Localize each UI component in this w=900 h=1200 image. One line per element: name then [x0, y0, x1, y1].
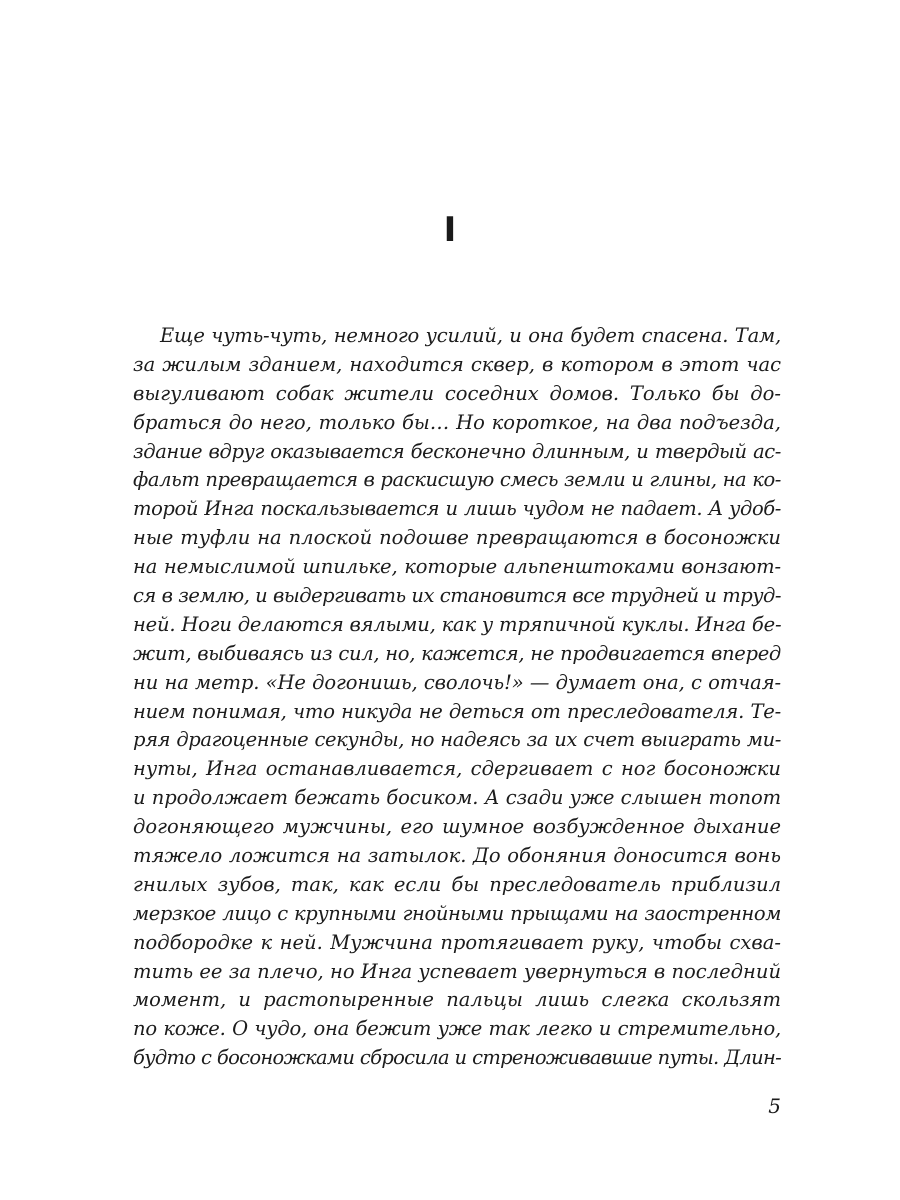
text-line: ней. Ноги делаются вялыми, как у тряпичной куклы. Инга бе- — [133, 612, 782, 636]
text-line: Еще чуть-чуть, немного усилий, и она будет спасена. Там, — [160, 324, 781, 347]
text-line: будто с босоножками сбросила и стреноживавшие путы. Длин- — [133, 1046, 781, 1070]
text-line: тяжело ложится на затылок. До обоняния доносится вонь — [133, 844, 781, 868]
text-line: ся в землю, и выдергивать их становится все трудней и труд- — [133, 584, 781, 608]
text-line: за жилым зданием, находится сквер, в котором в этот час — [133, 352, 781, 376]
text-line: момент, и растопыренные пальцы лишь слегка скользят — [133, 988, 781, 1012]
text-line: торой Инга поскальзывается и лишь чудом не падает. А удоб- — [133, 497, 781, 521]
text-line: гнилых зубов, так, как если бы преследователь приблизил — [133, 872, 781, 896]
text-line: здание вдруг оказывается бесконечно длинным, и твердый ас- — [133, 439, 781, 463]
text-line: фальт превращается в раскисшую смесь земли и глины, на ко- — [133, 468, 781, 492]
page-number: 5 — [768, 1094, 781, 1118]
chapter-heading: I — [443, 210, 457, 250]
body-paragraph — [133, 322, 781, 1073]
text-line: догоняющего мужчины, его шумное возбужденное дыхание — [133, 815, 781, 839]
text-line: выгуливают собак жители соседних домов. Только бы до- — [133, 381, 781, 405]
text-line: ные туфли на плоской подошве превращаются в босоножки — [133, 526, 781, 550]
text-line: по коже. О чудо, она бежит уже так легко и стремительно, — [133, 1017, 781, 1041]
text-line: на немыслимой шпильке, которые альпенштоками вонзают- — [133, 555, 781, 579]
text-line: браться до него, только бы… Но короткое, на два подъезда, — [133, 410, 781, 434]
text-line: жит, выбиваясь из сил, но, кажется, не продвигается вперед — [133, 641, 781, 665]
text-line: и продолжает бежать босиком. А сзади уже слышен топот — [133, 786, 781, 810]
text-line: нуты, Инга останавливается, сдергивает с ног босоножки — [133, 757, 781, 781]
text-line: подбородке к ней. Мужчина протягивает руку, чтобы схва- — [133, 930, 781, 954]
text-line: ни на метр. «Не догонишь, сволочь!» — думает она, с отчая- — [133, 670, 781, 694]
text-line: нием понимая, что никуда не деться от преследователя. Те- — [133, 699, 781, 723]
text-line: ряя драгоценные секунды, но надеясь за их счет выиграть ми- — [133, 728, 781, 752]
text-line: тить ее за плечо, но Инга успевает увернуться в последний — [133, 959, 781, 983]
text-line: мерзкое лицо с крупными гнойными прыщами на заостренном — [133, 901, 781, 925]
